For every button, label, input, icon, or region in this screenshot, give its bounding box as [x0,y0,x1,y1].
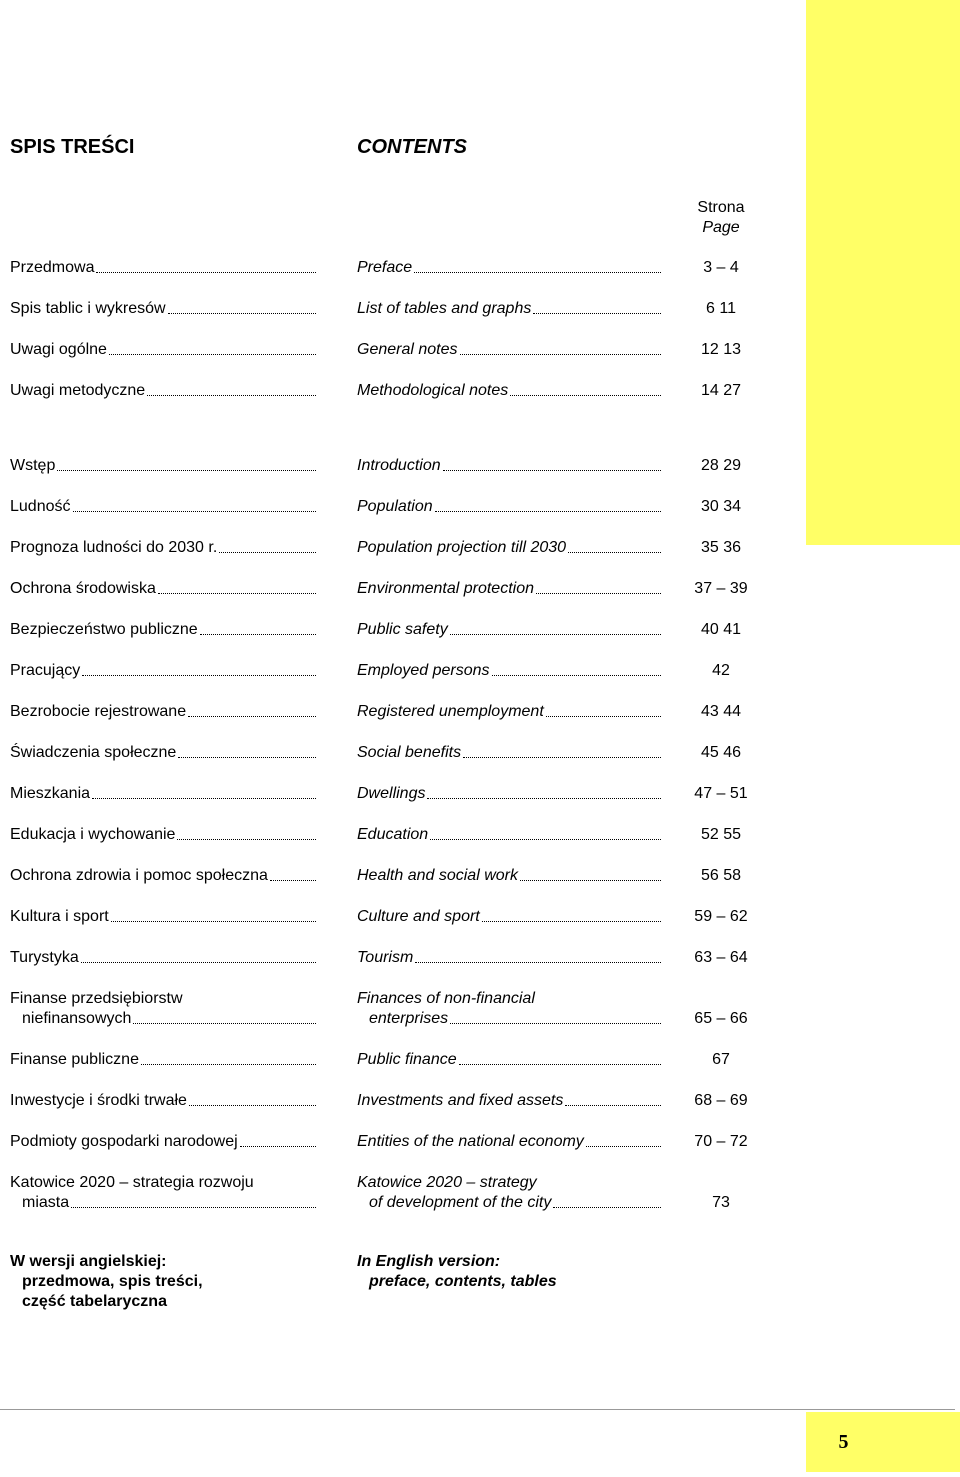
toc-row[interactable] [0,948,800,990]
leader-dots [96,272,316,273]
toc-entry-polish[interactable] [10,258,316,278]
toc-entry-english[interactable] [357,258,661,278]
leader-dots [82,675,316,676]
toc-entry-english[interactable] [357,948,661,968]
leader-dots [158,593,316,594]
toc-title-english: Education [357,826,429,843]
toc-entry-polish[interactable] [10,1173,316,1213]
toc-entry-english[interactable] [357,1173,661,1213]
toc-row[interactable] [0,1091,800,1133]
toc-title-polish: Świadczenia społeczne [10,744,177,761]
toc-row[interactable] [0,497,800,539]
page-column-header [680,198,762,238]
toc-entry-polish[interactable] [10,907,316,927]
toc-row[interactable] [0,538,800,580]
toc-row[interactable] [0,299,800,341]
toc-title-polish: Mieszkania [10,785,91,802]
leader-dots [73,511,317,512]
toc-page-range[interactable]: 52 55 [700,826,742,843]
toc-entry-polish[interactable] [10,825,316,845]
toc-row[interactable] [0,456,800,498]
toc-page-range[interactable]: 67 [712,1051,730,1068]
toc-entry-polish[interactable] [10,866,316,886]
toc-entry-polish[interactable] [10,1050,316,1070]
toc-title-polish: Ochrona środowiska [10,580,156,597]
leader-dots [450,1023,661,1024]
toc-page-range[interactable]: 40 41 [700,621,742,638]
toc-entry-polish[interactable] [10,661,316,681]
toc-row[interactable] [0,743,800,785]
toc-title-polish: Przedmowa [10,259,95,276]
leader-dots [450,634,661,635]
leader-dots [168,313,316,314]
toc-title-english: Entities of the national economy [357,1133,584,1150]
leader-dots [147,395,316,396]
toc-entry-english[interactable] [357,743,661,763]
toc-title-polish: Finanse publiczne [10,1051,139,1068]
toc-entry-polish[interactable] [10,702,316,722]
leader-dots [177,839,316,840]
leader-dots [240,1146,316,1147]
toc-row[interactable] [0,784,800,826]
leader-dots [482,921,661,922]
toc-row[interactable] [0,1050,800,1092]
toc-row[interactable] [0,340,800,382]
leader-dots [188,716,316,717]
toc-page-range[interactable]: 56 58 [700,867,742,884]
leader-dots [565,1105,661,1106]
toc-row[interactable] [0,1132,800,1174]
toc-entry-polish[interactable] [10,620,316,640]
toc-page-range[interactable]: 59 – 62 [694,908,748,925]
toc-title-polish: Wstęp [10,457,56,474]
leader-dots [520,880,661,881]
toc-title-polish-line1: Finanse przedsiębiorstw [10,990,183,1007]
toc-title-english: Employed persons [357,662,490,679]
toc-page-range[interactable]: 35 36 [700,539,742,556]
note-label-english: In English version: [357,1253,501,1270]
toc-page-range[interactable]: 12 13 [700,341,742,358]
toc-title-english-line2: enterprises [369,1010,449,1027]
leader-dots [546,716,661,717]
toc-title-english-line2: of development of the city [369,1194,552,1211]
page-number: 5 [838,1431,849,1453]
toc-row[interactable] [0,989,800,1031]
heading-english: CONTENTS [357,136,467,158]
leader-dots [435,511,661,512]
toc-row[interactable] [0,825,800,867]
toc-entry-english[interactable] [357,1050,661,1070]
toc-page-range[interactable]: 68 – 69 [694,1092,748,1109]
toc-row[interactable] [0,381,800,423]
toc-entry-english[interactable] [357,825,661,845]
toc-entry-polish[interactable] [10,456,316,476]
toc-title-english: Tourism [357,949,414,966]
leader-dots [111,921,316,922]
leader-dots [219,552,316,553]
note-label-polish: W wersji angielskiej: [10,1253,167,1270]
toc-page-range[interactable]: 47 – 51 [694,785,748,802]
toc-entry-polish[interactable] [10,784,316,804]
toc-entry-english[interactable] [357,381,661,401]
toc-title-english-line1: Finances of non-financial [357,990,535,1007]
toc-title-polish: Ochrona zdrowia i pomoc społeczna [10,867,268,884]
toc-entry-english[interactable] [357,497,661,517]
toc-title-polish: Bezpieczeństwo publiczne [10,621,198,638]
page-column-label-english: Page [702,219,740,236]
toc-entry-english[interactable] [357,702,661,722]
toc-entry-english[interactable] [357,340,661,360]
leader-dots [200,634,316,635]
leader-dots [536,593,661,594]
toc-row[interactable] [0,620,800,662]
toc-title-polish-line1: Katowice 2020 – strategia rozwoju [10,1174,254,1191]
toc-entry-english[interactable] [357,579,661,599]
toc-title-polish: Prognoza ludności do 2030 r. [10,539,218,556]
toc-entry-polish[interactable] [10,340,316,360]
leader-dots [586,1146,661,1147]
toc-page-range[interactable]: 65 – 66 [694,1010,748,1027]
toc-title-english: Introduction [357,457,441,474]
leader-dots [178,757,316,758]
toc-entry-polish[interactable] [10,948,316,968]
leader-dots [460,354,661,355]
toc-entry-polish[interactable] [10,989,316,1029]
toc-row[interactable] [0,661,800,703]
toc-entry-polish[interactable] [10,1132,316,1152]
toc-entry-english[interactable] [357,661,661,681]
leader-dots [553,1207,661,1208]
toc-entry-polish[interactable] [10,1091,316,1111]
leader-dots [57,470,316,471]
toc-entry-polish[interactable] [10,538,316,558]
toc-title-polish: Spis tablic i wykresów [10,300,166,317]
toc-title-polish-line2: miasta [22,1194,70,1211]
english-version-note-english [357,1252,557,1292]
leader-dots [92,798,316,799]
toc-title-english: Preface [357,259,413,276]
toc-row[interactable] [0,866,800,908]
toc-page-range[interactable]: 43 44 [700,703,742,720]
toc-title-english: Dwellings [357,785,426,802]
toc-entry-english[interactable] [357,456,661,476]
toc-page-range[interactable]: 73 [712,1194,730,1211]
toc-title-polish: Pracujący [10,662,81,679]
page-column-label-polish: Strona [697,199,745,216]
toc-page-range[interactable]: 30 34 [700,498,742,515]
toc-entry-english[interactable] [357,989,661,1029]
toc-entry-english[interactable] [357,299,661,319]
note-line1-english: preface, contents, tables [369,1273,557,1290]
toc-entry-english[interactable] [357,866,661,886]
toc-entry-polish[interactable] [10,497,316,517]
toc-title-english: Population projection till 2030 [357,539,567,556]
leader-dots [568,552,661,553]
toc-title-english: Population [357,498,433,515]
toc-entry-polish[interactable] [10,743,316,763]
toc-title-polish: Inwestycje i środki trwałe [10,1092,187,1109]
leader-dots [81,962,316,963]
toc-title-polish: Bezrobocie rejestrowane [10,703,187,720]
toc-row[interactable] [0,1173,800,1215]
leader-dots [510,395,661,396]
toc-title-english: Public safety [357,621,448,638]
leader-dots [415,962,661,963]
toc-entry-polish[interactable] [10,579,316,599]
toc-entry-english[interactable] [357,538,661,558]
leader-dots [430,839,661,840]
toc-title-english-line1: Katowice 2020 – strategy [357,1174,537,1191]
english-version-note-polish [10,1252,203,1312]
leader-dots [71,1207,316,1208]
note-line1-polish: przedmowa, spis treści, [22,1273,203,1290]
note-line2-polish: część tabelaryczna [22,1293,167,1310]
toc-page-range[interactable]: 63 – 64 [694,949,748,966]
toc-title-polish-line2: niefinansowych [22,1010,132,1027]
toc-entry-english[interactable] [357,784,661,804]
toc-title-english: Public finance [357,1051,457,1068]
toc-title-english: Social benefits [357,744,462,761]
toc-page-range[interactable]: 6 11 [706,300,736,317]
bottom-divider [0,1409,955,1410]
toc-row[interactable] [0,907,800,949]
toc-title-english: List of tables and graphs [357,300,532,317]
toc-title-polish: Uwagi metodyczne [10,382,146,399]
toc-page-range[interactable]: 14 27 [700,382,742,399]
toc-page-range[interactable]: 70 – 72 [694,1133,748,1150]
toc-page-range[interactable]: 45 46 [700,744,742,761]
leader-dots [533,313,661,314]
leader-dots [427,798,661,799]
toc-row[interactable] [0,258,800,300]
toc-title-english: Registered unemployment [357,703,544,720]
toc-entry-polish[interactable] [10,299,316,319]
leader-dots [133,1023,316,1024]
toc-entry-english[interactable] [357,620,661,640]
toc-title-polish: Edukacja i wychowanie [10,826,176,843]
heading-polish: SPIS TREŚCI [10,136,135,158]
leader-dots [109,354,316,355]
leader-dots [492,675,661,676]
toc-title-english: Methodological notes [357,382,509,399]
toc-entry-english[interactable] [357,1091,661,1111]
leader-dots [414,272,661,273]
toc-page-range[interactable]: 28 29 [700,457,742,474]
toc-title-english: General notes [357,341,458,358]
toc-title-polish: Uwagi ogólne [10,341,107,358]
toc-title-english: Investments and fixed assets [357,1092,564,1109]
toc-title-english: Culture and sport [357,908,480,925]
toc-row[interactable] [0,579,800,621]
leader-dots [459,1064,661,1065]
toc-title-english: Environmental protection [357,580,534,597]
yellow-accent-band [806,0,960,545]
toc-entry-english[interactable] [357,1132,661,1152]
toc-entry-english[interactable] [357,907,661,927]
leader-dots [443,470,661,471]
leader-dots [463,757,661,758]
toc-title-polish: Podmioty gospodarki narodowej [10,1133,238,1150]
toc-row[interactable] [0,702,800,744]
toc-page-range[interactable]: 3 – 4 [703,259,739,276]
toc-page-range[interactable]: 42 [712,662,730,679]
page-number-box [806,1412,960,1472]
toc-page-range[interactable]: 37 – 39 [694,580,748,597]
toc-title-polish: Turystyka [10,949,79,966]
toc-title-english: Health and social work [357,867,518,884]
toc-entry-polish[interactable] [10,381,316,401]
toc-title-polish: Ludność [10,498,71,515]
toc-title-polish: Kultura i sport [10,908,109,925]
leader-dots [189,1105,316,1106]
leader-dots [141,1064,316,1065]
leader-dots [270,880,316,881]
